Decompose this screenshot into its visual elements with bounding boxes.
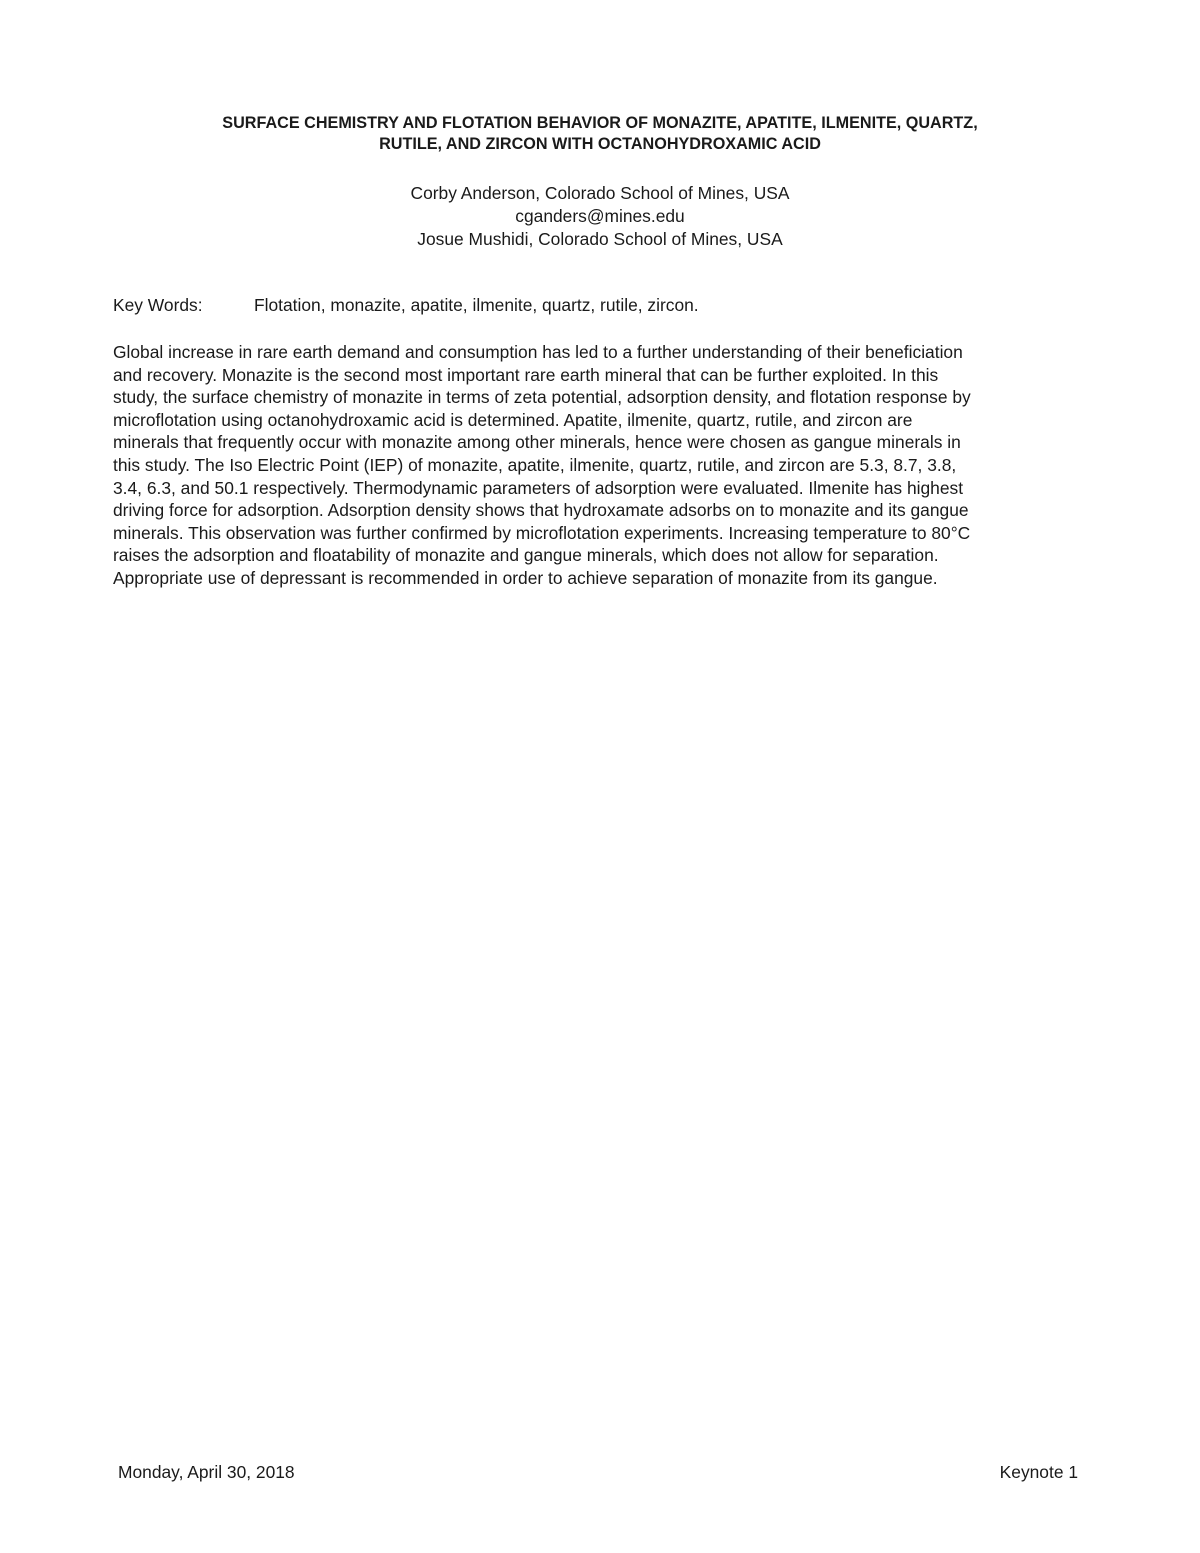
abstract-line: Appropriate use of depressant is recommended in order to achieve separation of monazite from its gangue. bbox=[113, 567, 938, 588]
abstract-line: 3.4, 6.3, and 50.1 respectively. Thermodynamic parameters of adsorption were evaluated. Ilmenite has highest bbox=[113, 477, 964, 498]
abstract-paragraph bbox=[113, 341, 1093, 590]
author-email[interactable]: cganders@mines.edu bbox=[515, 206, 685, 226]
keywords-label: Key Words: bbox=[113, 295, 203, 315]
abstract-line: microflotation using octanohydroxamic acid is determined. Apatite, ilmenite, quartz, rutile, and zircon are bbox=[113, 409, 913, 430]
abstract-line: minerals. This observation was further confirmed by microflotation experiments. Increasing temperature to 80°C bbox=[113, 522, 971, 543]
keywords-value: Flotation, monazite, apatite, ilmenite, quartz, rutile, zircon. bbox=[254, 295, 699, 315]
keywords-line bbox=[113, 294, 1093, 317]
abstract-line: study, the surface chemistry of monazite in terms of zeta potential, adsorption density, and flotation response by bbox=[113, 387, 971, 408]
title-line-2: RUTILE, AND ZIRCON WITH OCTANOHYDROXAMIC ACID bbox=[379, 135, 821, 153]
abstract-line: and recovery. Monazite is the second most important rare earth mineral that can be further exploited. In this bbox=[113, 364, 939, 385]
paper-title bbox=[100, 113, 1100, 155]
abstract-line: Global increase in rare earth demand and consumption has led to a further understanding of their beneficiation bbox=[113, 342, 963, 362]
author-1: Corby Anderson, Colorado School of Mines, USA bbox=[410, 183, 790, 203]
footer-date: Monday, April 30, 2018 bbox=[118, 1462, 295, 1482]
abstract-line: minerals that frequently occur with monazite among other minerals, hence were chosen as gangue minerals in bbox=[113, 432, 961, 453]
author-block bbox=[100, 182, 1100, 251]
author-2: Josue Mushidi, Colorado School of Mines, USA bbox=[417, 229, 783, 249]
abstract-line: raises the adsorption and floatability of monazite and gangue minerals, which does not allow for separation. bbox=[113, 545, 939, 566]
abstract-line: this study. The Iso Electric Point (IEP) of monazite, apatite, ilmenite, quartz, rutile, and zircon are 5.3, 8.7, 3.8, bbox=[113, 454, 957, 475]
footer-session: Keynote 1 bbox=[999, 1462, 1078, 1482]
title-line-1: SURFACE CHEMISTRY AND FLOTATION BEHAVIOR OF MONAZITE, APATITE, ILMENITE, QUARTZ, bbox=[222, 114, 978, 132]
abstract-line: driving force for adsorption. Adsorption density shows that hydroxamate adsorbs on to monazite and its gangue bbox=[113, 500, 969, 521]
